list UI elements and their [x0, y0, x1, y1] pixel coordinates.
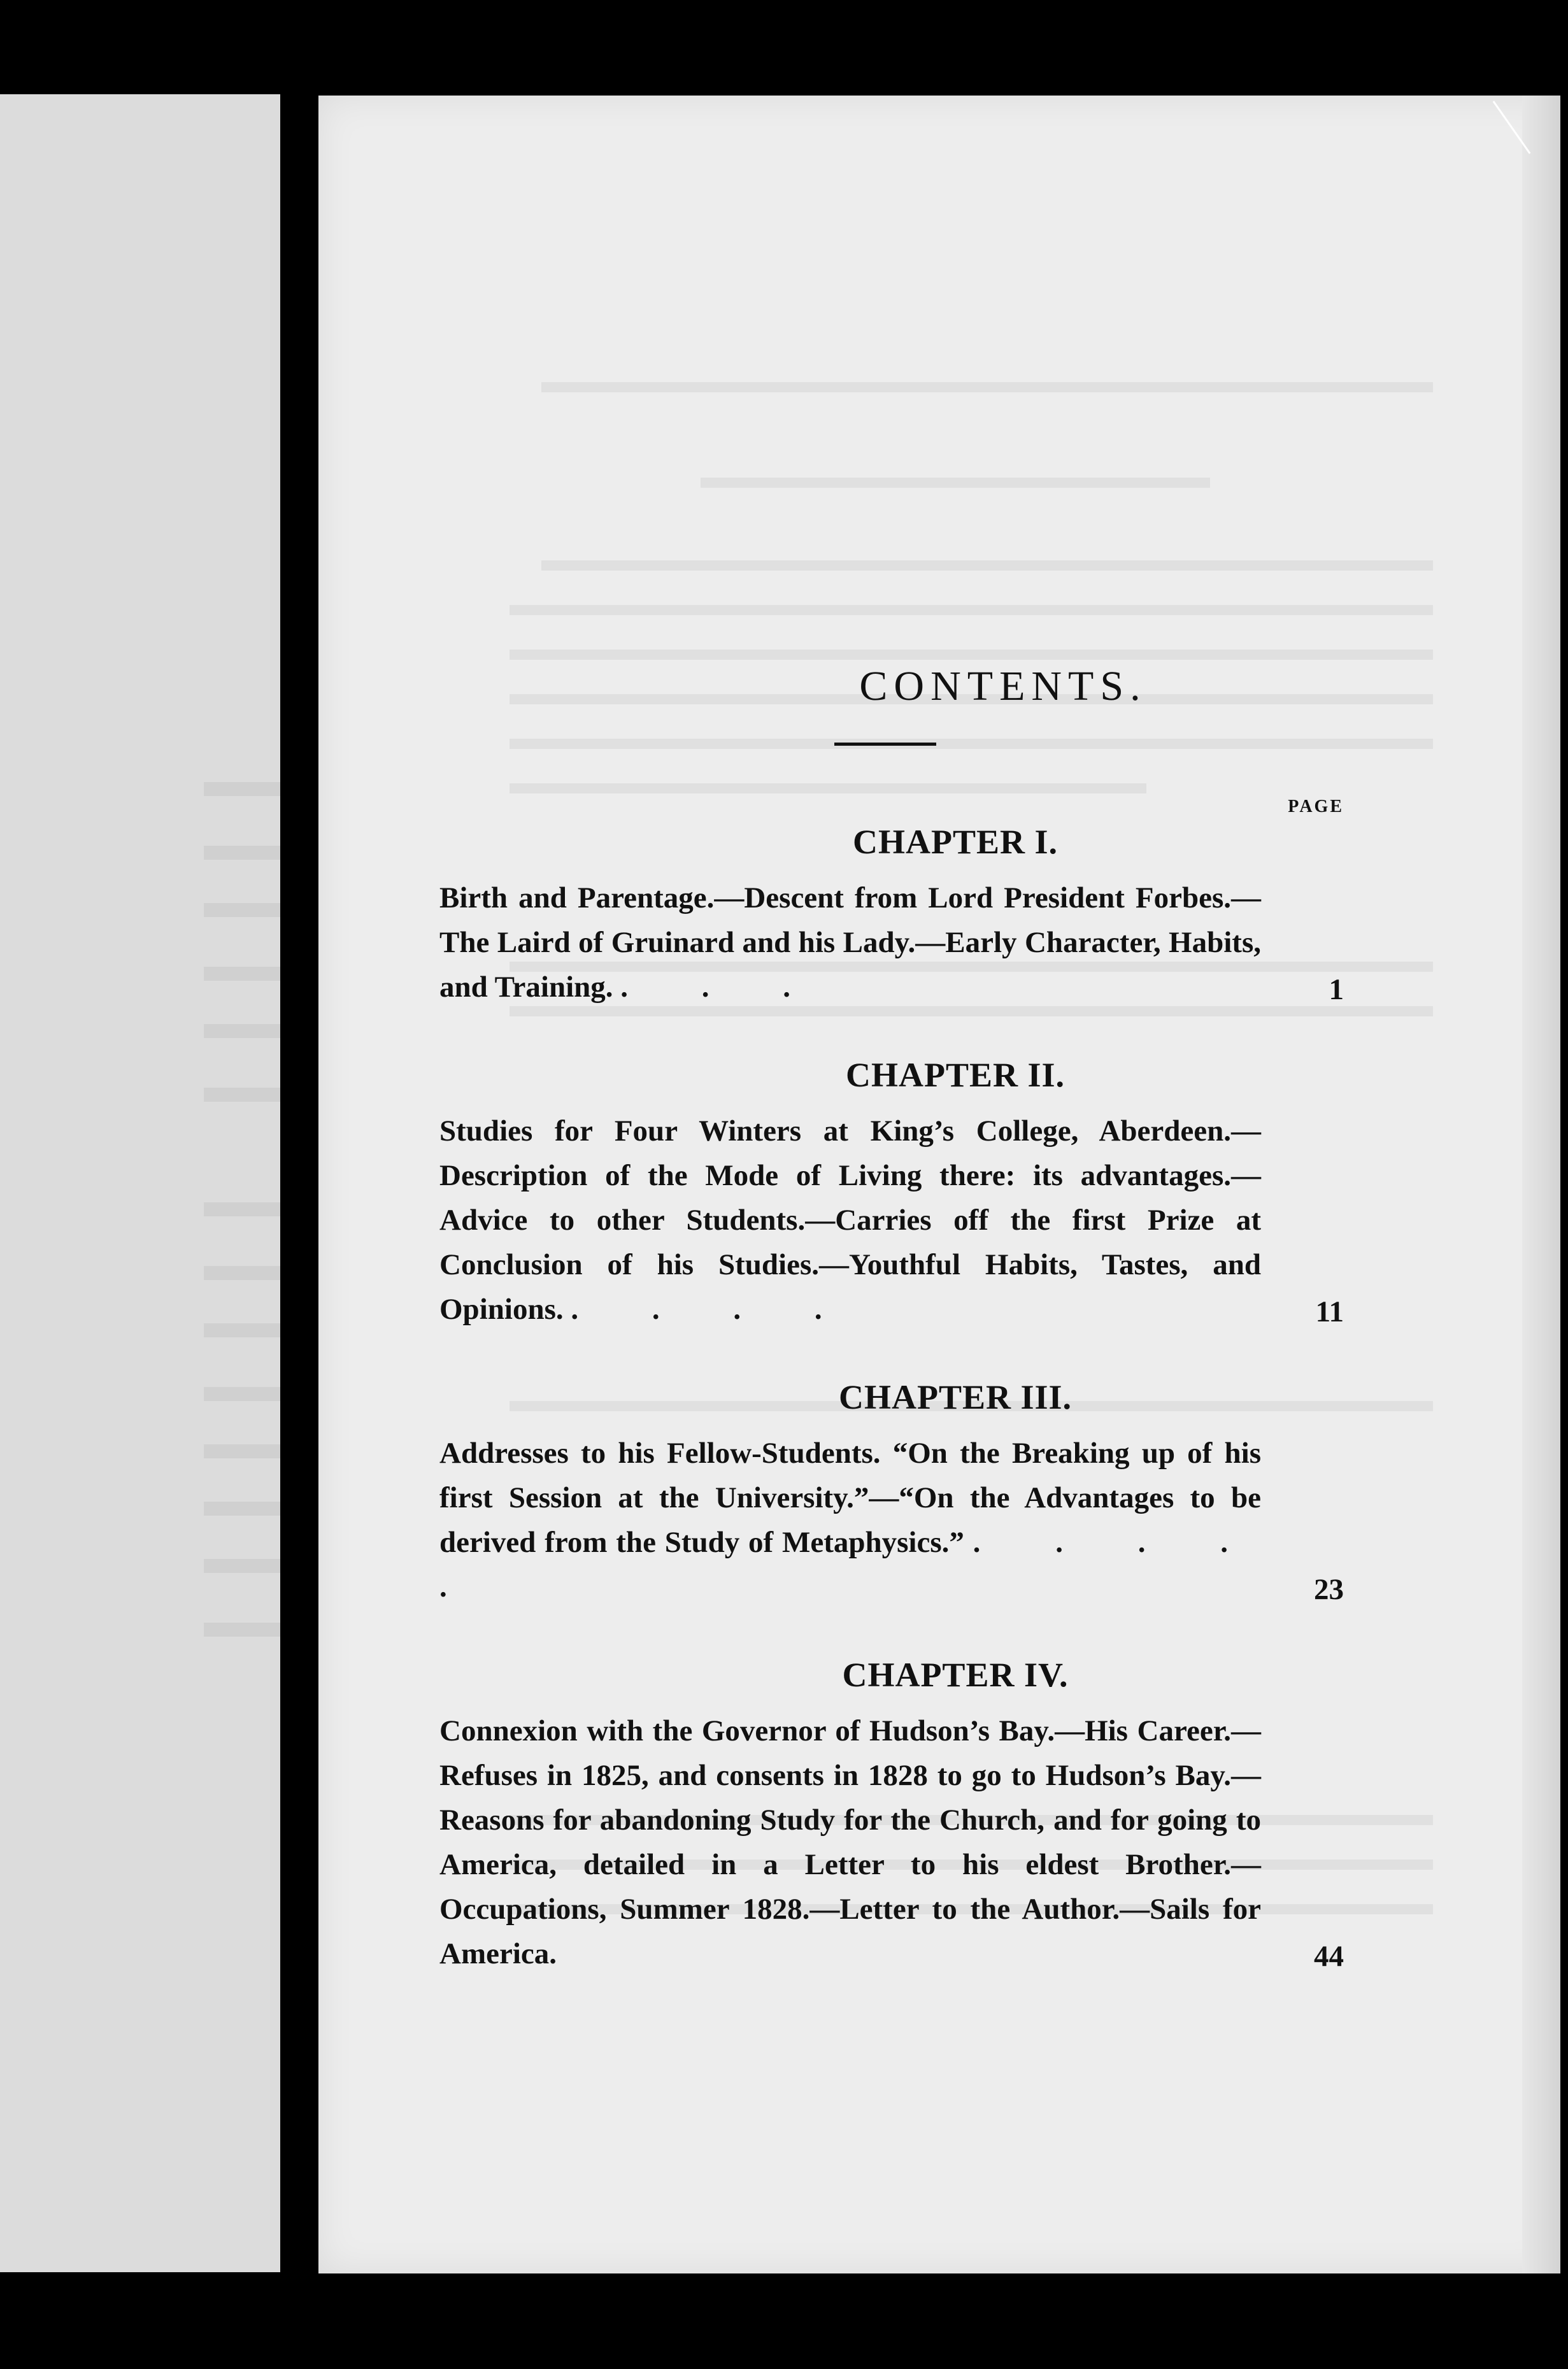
chapter-heading: CHAPTER II.	[845, 1056, 1066, 1094]
bleed-fragment	[204, 1623, 293, 1637]
chapter-entry-4	[439, 1655, 1344, 1976]
bleed-line	[541, 382, 1433, 392]
chapter-summary: Connexion with the Governor of Hudson’s Bay.—His Career.—Refuses in 1825, and consents in 1828 to go to Hudson’s Bay.—Reasons for abandoning Study for the Church, and for going to America, detailed in a Letter to his eldest Brother.—Occupations, Summer 1828.—Letter to the Author.—Sails for America.	[439, 1714, 1261, 1970]
chapter-page-number: 1	[1329, 973, 1344, 1006]
bleed-line	[510, 650, 1433, 660]
chapter-summary: Birth and Parentage.—Descent from Lord President Forbes.—The Laird of Gruinard and his Lady.—Early Character, Habits, and Training. . . .	[439, 881, 1261, 1004]
page-edge	[1522, 96, 1560, 2273]
chapter-entry-1	[439, 797, 1344, 1009]
bleed-line	[701, 478, 1210, 488]
chapter-page-number: 44	[1314, 1940, 1344, 1973]
chapter-heading: CHAPTER I.	[852, 823, 1058, 861]
facing-page	[0, 94, 280, 2272]
bleed-fragment	[204, 1202, 293, 1216]
chapter-page-number: 11	[1315, 1295, 1344, 1328]
bleed-fragment	[204, 782, 293, 796]
contents-block	[439, 662, 1344, 2022]
bleed-fragment	[204, 903, 293, 917]
bleed-fragment	[204, 1444, 293, 1458]
bleed-fragment	[204, 1088, 293, 1102]
chapter-heading: CHAPTER III.	[838, 1378, 1073, 1416]
bleed-line	[510, 605, 1433, 615]
chapter-summary: Addresses to his Fellow-Students. “On the Breaking up of his first Session at the University.”—“On the Advantages to be derived from the Study of Metaphysics.” . . . . .	[439, 1437, 1262, 1604]
title-rule	[834, 743, 936, 746]
chapter-summary: Studies for Four Winters at King’s College, Aberdeen.—Description of the Mode of Living there: its advantages.—Advice to other Students.—Carries off the first Prize at Conclusion of his Studies.—Youthful Habits, Tastes, and Opinions. . . . .	[439, 1114, 1261, 1326]
page-title: CONTENTS.	[859, 663, 1147, 709]
bleed-fragment	[204, 1323, 293, 1337]
chapter-page-number: 23	[1314, 1573, 1344, 1606]
book-gutter	[280, 70, 318, 2299]
chapter-heading: CHAPTER IV.	[842, 1656, 1069, 1694]
bleed-fragment	[204, 967, 293, 981]
bleed-fragment	[204, 1024, 293, 1038]
bleed-fragment	[204, 1502, 293, 1516]
bleed-line	[541, 560, 1433, 571]
bleed-fragment	[204, 1387, 293, 1401]
page-column-label: PAGE	[1288, 797, 1344, 816]
chapter-entry-3	[439, 1377, 1344, 1609]
bleed-fragment	[204, 846, 293, 860]
bleed-fragment	[204, 1266, 293, 1280]
bleed-fragment	[204, 1559, 293, 1573]
chapter-entry-2	[439, 1055, 1344, 1332]
